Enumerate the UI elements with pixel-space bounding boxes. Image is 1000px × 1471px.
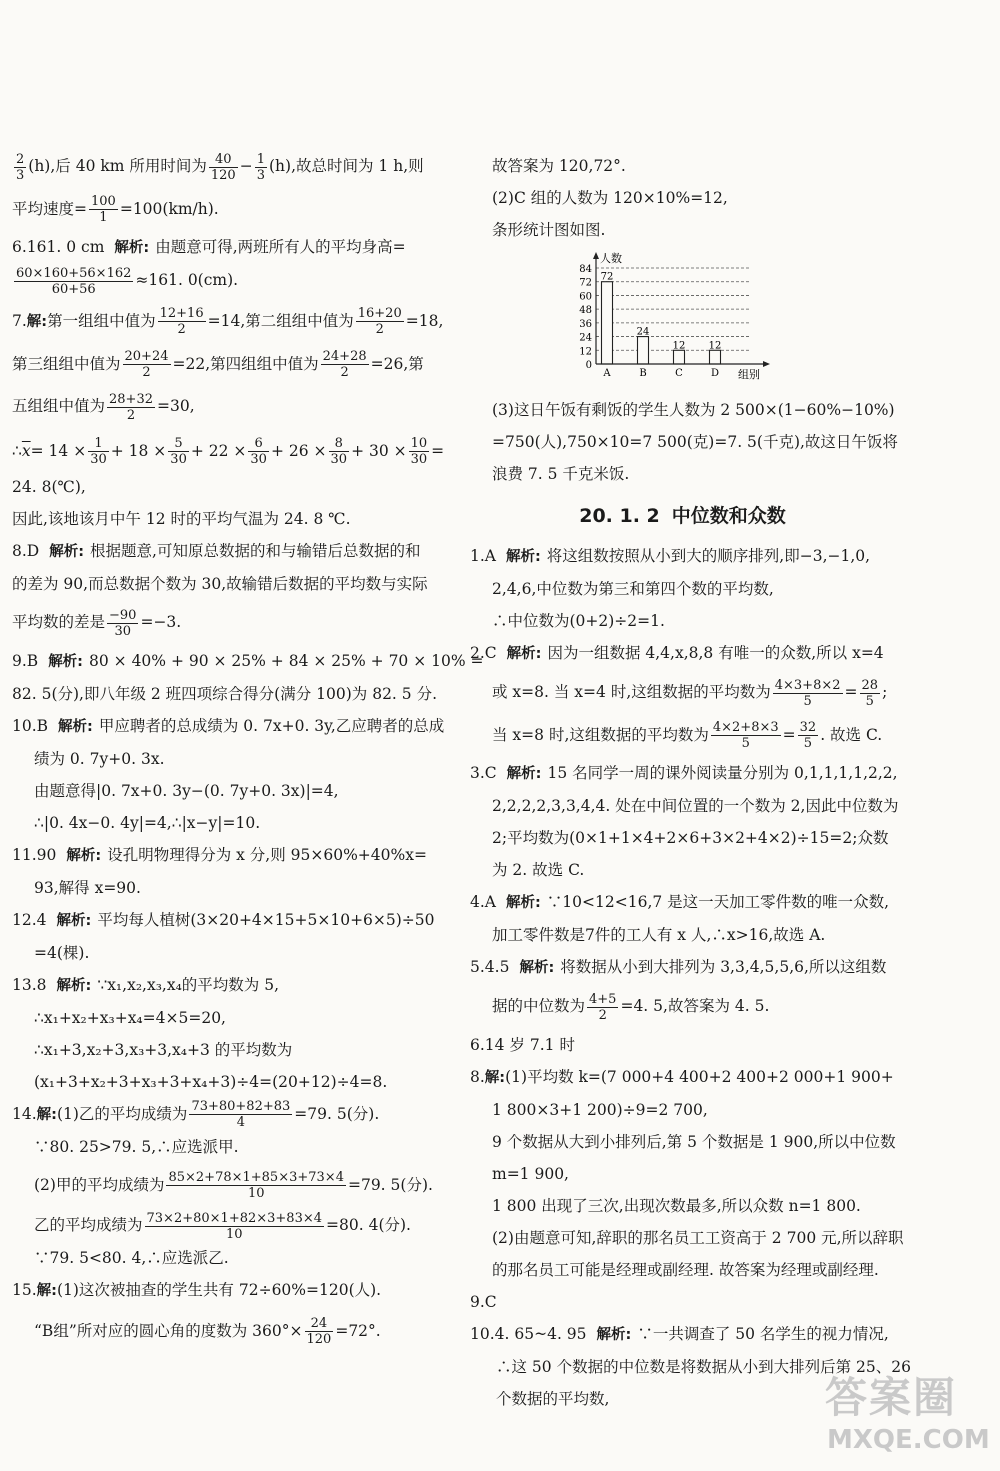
- fraction: [166, 1170, 346, 1201]
- y-tick-label: 24: [579, 332, 592, 344]
- text: 乙的平均成绩为: [34, 1216, 143, 1234]
- line: [12, 606, 442, 639]
- fraction: [773, 678, 843, 709]
- denominator: 3: [256, 167, 265, 183]
- keyword: 解析:: [596, 1326, 632, 1343]
- text: 因为一组数据 4,4,x,8,8 有唯一的众数,所以 x=4: [547, 644, 884, 662]
- keyword: 解析:: [66, 847, 102, 864]
- answer-r4: [470, 886, 895, 951]
- text: 平均每人植树(3×20+4×15+5×10+6×5)÷50: [97, 910, 435, 929]
- line: [12, 1315, 442, 1348]
- line: ∵79. 5<80. 4,∴应选派乙.: [34, 1248, 229, 1267]
- line: [470, 1318, 895, 1351]
- bar-value-label: 72: [600, 271, 614, 283]
- keyword: 解析:: [506, 646, 542, 662]
- text: =14,第二组组中值为: [207, 311, 354, 330]
- text: 将数据从小到大排列为 3,3,4,5,5,6,所以这组数: [560, 958, 887, 976]
- bar-chart: [560, 248, 775, 383]
- bar: [710, 350, 721, 364]
- line: =4(棵).: [34, 943, 90, 962]
- line: [470, 1061, 895, 1094]
- denominator: 10: [225, 1226, 243, 1242]
- denominator: 30: [114, 623, 131, 639]
- numerator: −90: [109, 607, 137, 623]
- y-tick-label: 72: [579, 277, 592, 289]
- line: 因此,该地该月中午 12 时的平均气温为 24. 8 ℃.: [12, 510, 351, 528]
- question-number: 4.A: [470, 893, 496, 911]
- text: =26,第: [370, 354, 424, 373]
- category-label: D: [710, 368, 720, 379]
- category-label: B: [639, 368, 647, 379]
- line: 2,2,2,2,3,3,4,4. 处在中间位置的一个数为 2,因此中位数为: [492, 797, 899, 815]
- text: ;: [882, 683, 888, 701]
- text: ∴: [12, 441, 22, 460]
- line: 2,4,6,中位数为第三和第四个数的平均数,: [492, 580, 774, 598]
- numerator: 5: [168, 436, 189, 452]
- denominator: 2: [598, 1007, 607, 1023]
- category-label: C: [675, 368, 683, 379]
- answer-r5: [470, 951, 895, 1023]
- line: [470, 951, 895, 984]
- line: 加工零件数是7件的工人有 x 人,∴x>16,故选 A.: [492, 926, 826, 944]
- text: 根据题意,可知原总数据的和与输错后总数据的和: [90, 542, 421, 560]
- bar: [674, 350, 685, 364]
- numerator: 20+24: [124, 349, 169, 364]
- text: =72°.: [335, 1321, 381, 1340]
- bar: [638, 337, 649, 364]
- line: ∴x₁+3,x₂+3,x₃+3,x₄+3 的平均数为: [34, 1040, 293, 1059]
- y-tick-label: 12: [579, 346, 592, 358]
- numerator: 6: [248, 436, 269, 452]
- line: [12, 348, 442, 381]
- numerator: 4×3+8×2: [774, 677, 841, 693]
- line: [12, 969, 442, 1002]
- numerator: 85×2+78×1+85×3+73×4: [168, 1170, 344, 1185]
- line: (2)由题意可知,辞职的那名员工工资高于 2 700 元,所以辞职: [492, 1228, 904, 1247]
- fraction: [587, 992, 618, 1023]
- text: 甲应聘者的总成绩为 0. 7x+0. 3y,乙应聘者的总成: [98, 716, 445, 735]
- y-axis-label: 人数: [600, 252, 622, 265]
- text: =22,第四组组中值为: [172, 354, 319, 373]
- text: + 18 ×: [110, 441, 167, 460]
- text: 将这组数按照从小到大的顺序排列,即−3,−1,0,: [546, 547, 871, 565]
- text: (h),后 40 km 所用时间为: [28, 157, 207, 175]
- keyword: 解析:: [56, 912, 92, 929]
- numerator: 40: [209, 152, 238, 168]
- text: + 30 ×: [351, 441, 407, 460]
- answer-r3: [470, 757, 899, 886]
- keyword: 解:: [36, 1282, 57, 1299]
- text: 80 × 40% + 90 × 25% + 84 × 25% + 70 × 10% =: [89, 651, 484, 670]
- denominator: 60+56: [51, 281, 96, 297]
- line: [12, 710, 445, 743]
- line: [12, 435, 445, 468]
- fraction: [305, 1316, 334, 1347]
- keyword: 解:: [36, 1106, 57, 1123]
- answer-15: [12, 1274, 442, 1348]
- watermark-url: MXQE.COM: [827, 1425, 990, 1455]
- numerator: 28+32: [109, 391, 153, 407]
- fraction: [89, 194, 118, 225]
- line: [12, 904, 442, 937]
- bar-value-label: 24: [636, 326, 650, 338]
- numerator: 73×2+80×1+82×3+83×4: [146, 1210, 323, 1226]
- text: (1)平均数 k=(7 000+4 400+2 400+2 000+1 900+: [505, 1067, 894, 1086]
- keyword: 解析:: [114, 240, 150, 256]
- denominator: 30: [410, 452, 428, 467]
- line: ∴|0. 4x−0. 4y|=4,∴|x−y|=10.: [34, 813, 261, 832]
- denominator: 10: [247, 1186, 265, 1201]
- text: + 26 ×: [270, 441, 327, 460]
- question-number: 3.C: [470, 764, 497, 782]
- line: 故答案为 120,72°.: [492, 157, 626, 175]
- text: 15 名同学一周的课外阅读量分别为 0,1,1,1,1,2,2,: [547, 764, 898, 782]
- category-label: A: [603, 368, 611, 379]
- y-tick-label: 60: [579, 291, 592, 303]
- text: 第一组组中值为: [47, 311, 156, 330]
- text: (2)甲的平均成绩为: [34, 1175, 165, 1194]
- line: 为 2. 故选 C.: [492, 861, 585, 879]
- chart-grid: [596, 268, 750, 350]
- line: [12, 535, 442, 568]
- numerator: 100: [91, 194, 116, 209]
- line: [12, 1169, 442, 1202]
- line: 93,解得 x=90.: [34, 878, 141, 897]
- fraction: [711, 720, 781, 751]
- numerator: 2: [16, 151, 25, 167]
- text: 平均速度=: [12, 199, 87, 218]
- watermark-logo-text: 答案圈: [825, 1373, 958, 1422]
- text: =: [844, 683, 858, 701]
- line: 绩为 0. 7y+0. 3x.: [34, 749, 165, 768]
- denominator: 5: [865, 693, 874, 709]
- fraction: [356, 306, 404, 337]
- line: 9.C: [470, 1292, 497, 1311]
- answer-r2: [470, 637, 895, 751]
- keyword: 解:: [484, 1069, 506, 1086]
- answer-14: [12, 1098, 442, 1274]
- text: 第三组组中值为: [12, 354, 121, 373]
- numerator: 16+20: [357, 306, 402, 321]
- fraction: [14, 152, 26, 183]
- line: 浪费 7. 5 千克米饭.: [492, 465, 630, 483]
- text: (h),故总时间为 1 h,则: [269, 157, 424, 175]
- text: = 14 ×: [30, 441, 87, 460]
- keyword: 解析:: [48, 653, 83, 670]
- text: =79. 5(分).: [347, 1175, 433, 1194]
- text: . 故选 C.: [820, 725, 883, 744]
- text: =80. 4(分).: [326, 1216, 411, 1234]
- keyword: 解析:: [505, 895, 541, 911]
- section-heading: [470, 496, 895, 536]
- watermark: [815, 1365, 995, 1465]
- line: [470, 719, 895, 752]
- line: ∵80. 25>79. 5,∴应选派甲.: [34, 1137, 239, 1156]
- fraction: [189, 1099, 292, 1130]
- numerator: 10: [410, 436, 428, 451]
- denominator: 30: [90, 452, 107, 467]
- numerator: 24+28: [322, 349, 367, 364]
- denominator: 30: [170, 452, 187, 467]
- line: [470, 990, 895, 1023]
- line: (3)这日午饭有剩饭的学生人数为 2 500×(1−60%−10%): [492, 401, 895, 419]
- line: [12, 390, 442, 423]
- answer-6: [12, 231, 442, 297]
- answer-r1: [470, 540, 895, 637]
- text: =: [431, 441, 445, 460]
- text: =79. 5(分).: [294, 1104, 380, 1123]
- numerator: 1: [256, 151, 265, 167]
- y-tick-label: 36: [579, 318, 592, 330]
- text: =30,: [157, 397, 195, 415]
- denominator: 2: [375, 322, 384, 337]
- answer-10: [12, 710, 445, 839]
- fraction: [107, 392, 155, 423]
- text: (1)乙的平均成绩为: [56, 1104, 188, 1123]
- fraction: [14, 266, 133, 297]
- text: (1)这次被抽查的学生共有 72÷60%=120(人).: [56, 1280, 382, 1299]
- line: [470, 886, 895, 919]
- line: 个数据的平均数,: [496, 1389, 610, 1408]
- text: 设孔明物理得分为 x 分,则 95×60%+40%x=: [107, 845, 427, 864]
- line: [12, 1209, 442, 1242]
- keyword: 解:: [26, 313, 48, 330]
- x-axis-label: 组别: [738, 368, 760, 381]
- text: + 22 ×: [190, 441, 247, 460]
- chart-labels: [579, 264, 721, 379]
- text: 或 x=8. 当 x=4 时,这组数据的平均数为: [492, 683, 771, 701]
- line: 的那名员工可能是经理或副经理. 故答案为经理或副经理.: [492, 1260, 879, 1279]
- line: =750(人),750×10=7 500(克)=7. 5(千克),故这日午饭将: [492, 433, 898, 451]
- answer-9: [12, 645, 484, 710]
- bar: [602, 282, 613, 364]
- denominator: 2: [177, 322, 186, 337]
- y-axis-arrow: [593, 252, 599, 259]
- denominator: 1: [99, 210, 108, 225]
- line: 2;平均数为(0×1+1×4+2×6+3×2+4×2)÷15=2;众数: [492, 829, 889, 847]
- text: =18,: [405, 311, 444, 330]
- question-number: 8.: [470, 1067, 485, 1086]
- numerator: 73+80+82+83: [191, 1099, 291, 1114]
- line: m=1 900,: [492, 1164, 569, 1183]
- section-title: 中位数和众数: [671, 505, 786, 527]
- line: 24. 8(℃),: [12, 478, 86, 496]
- line: [470, 540, 895, 573]
- numerator: 60×160+56×162: [16, 265, 132, 281]
- fraction: [860, 678, 881, 709]
- line: [12, 839, 442, 872]
- question-number: 1.A: [470, 547, 496, 565]
- line: [12, 305, 442, 338]
- question-number: 15.: [12, 1280, 37, 1299]
- denominator: 2: [340, 365, 349, 380]
- question-number: 12.4: [12, 910, 47, 929]
- y-tick-label: 48: [579, 305, 592, 317]
- line: 条形统计图如图.: [492, 221, 606, 239]
- line: (x₁+3+x₂+3+x₃+3+x₄+3)÷4=(20+12)÷4=8.: [34, 1072, 388, 1091]
- numerator: 12+16: [159, 306, 204, 321]
- text: “B组”所对应的圆心角的度数为 360°×: [34, 1321, 303, 1340]
- denominator: 120: [210, 167, 236, 183]
- x-axis-arrow: [763, 361, 770, 367]
- fraction: [329, 436, 350, 467]
- line: 的差为 90,而总数据个数为 30,故输错后数据的平均数与实际: [12, 575, 428, 593]
- line: 1 800 出现了三次,出现次数最多,所以众数 n=1 800.: [492, 1196, 861, 1215]
- line: [12, 193, 442, 226]
- fraction: [321, 349, 369, 380]
- line: 6.14 岁 7.1 时: [470, 1035, 575, 1054]
- line: [12, 264, 442, 297]
- numerator: 4+5: [589, 991, 617, 1007]
- question-number: 2.C: [470, 644, 497, 662]
- question-number: 11.90: [12, 845, 57, 864]
- fraction: [248, 436, 269, 467]
- question-number: 8.D: [12, 542, 40, 560]
- keyword: 解析:: [49, 544, 85, 560]
- fraction: [158, 306, 206, 337]
- denominator: 2: [142, 365, 151, 380]
- keyword: 解析:: [505, 549, 541, 565]
- line: ∴x₁+x₂+x₃+x₄=4×5=20,: [34, 1008, 226, 1027]
- question-number: 7.: [12, 311, 27, 330]
- text: =100(km/h).: [119, 199, 219, 218]
- line: ∴中位数为(0+2)÷2=1.: [492, 612, 665, 630]
- keyword: 解析:: [506, 766, 542, 782]
- bar-value-label: 12: [672, 340, 686, 352]
- fraction: [798, 720, 819, 751]
- numerator: 24: [305, 1316, 334, 1332]
- answer-r8: [470, 1061, 904, 1286]
- text: =4. 5,故答案为 4. 5.: [620, 997, 770, 1015]
- line: 82. 5(分),即八年级 2 班四项综合得分(满分 100)为 82. 5 分.: [12, 684, 438, 703]
- question-number: 9.B: [12, 651, 39, 670]
- mean-symbol: $\overline{x}$: [21, 441, 31, 460]
- answer-8: [12, 535, 442, 639]
- answer-11: [12, 839, 442, 904]
- fraction: [145, 1211, 325, 1242]
- line: [470, 637, 895, 670]
- denominator: 5: [803, 693, 812, 709]
- question-number: 6.161. 0 cm: [12, 238, 105, 256]
- numerator: 28: [861, 677, 879, 693]
- numerator: 8: [329, 436, 350, 452]
- line: [12, 1274, 442, 1307]
- line: 由题意得|0. 7x+0. 3y−(0. 7y+0. 3x)|=4,: [34, 781, 339, 800]
- line: ∴这 50 个数据的中位数是将数据从小到大排列后第 25、26: [496, 1357, 911, 1376]
- denominator: 3: [16, 167, 25, 183]
- question-number: 10.4. 65~4. 95: [470, 1324, 587, 1343]
- answer-13: [12, 969, 442, 1098]
- keyword: 解析:: [56, 977, 92, 994]
- fraction: [123, 349, 171, 380]
- fraction: [409, 436, 430, 467]
- y-tick-label: 0: [585, 360, 592, 371]
- numerator: 4×2+8×3: [712, 720, 779, 735]
- line: [12, 231, 442, 264]
- question-number: 10.B: [12, 716, 49, 735]
- denominator: 4: [236, 1115, 245, 1130]
- denominator: 30: [250, 452, 267, 467]
- keyword: 解析:: [519, 960, 555, 976]
- text: =−3.: [140, 613, 182, 631]
- section-number: 20. 1. 2: [579, 505, 660, 527]
- fraction: [88, 436, 109, 467]
- y-tick-label: 84: [579, 264, 592, 275]
- line: 1 800×3+1 200)÷9=2 700,: [492, 1100, 708, 1119]
- bar-value-label: 12: [708, 340, 722, 352]
- line: [12, 150, 442, 183]
- denominator: 5: [803, 736, 813, 751]
- question-number: 14.: [12, 1104, 37, 1123]
- keyword: 解析:: [58, 718, 93, 735]
- fraction: [209, 152, 238, 183]
- text: ≈161. 0(cm).: [135, 271, 239, 289]
- text: =: [782, 725, 796, 744]
- line: [470, 757, 898, 790]
- text: ∵一共调查了 50 名学生的视力情况,: [637, 1324, 889, 1343]
- line: 9 个数据从大到小排列后,第 5 个数据是 1 900,所以中位数: [492, 1132, 896, 1151]
- denominator: 30: [330, 452, 348, 467]
- text: 据的中位数为: [492, 997, 586, 1015]
- text: ∵x₁,x₂,x₃,x₄的平均数为 5,: [97, 975, 280, 994]
- denominator: 2: [126, 407, 136, 423]
- denominator: 120: [306, 1332, 332, 1347]
- text: ∵10<12<16,7 是这一天加工零件数的唯一众数,: [546, 893, 890, 911]
- line: [470, 676, 895, 709]
- text: 当 x=8 时,这组数据的平均数为: [492, 725, 709, 744]
- numerator: 1: [88, 436, 109, 452]
- question-number: 5.4.5: [470, 958, 510, 976]
- answer-7: [12, 305, 445, 536]
- text: 五组组中值为: [12, 397, 106, 415]
- fraction: [255, 152, 267, 183]
- line: (2)C 组的人数为 120×10%=12,: [492, 189, 728, 207]
- text: 平均数的差是: [12, 613, 106, 631]
- fraction: [168, 436, 189, 467]
- line: [12, 645, 484, 678]
- text: −: [239, 157, 253, 175]
- answer-12: [12, 904, 442, 969]
- numerator: 32: [799, 720, 817, 735]
- fraction: [107, 608, 138, 639]
- denominator: 5: [741, 736, 750, 751]
- question-number: 13.8: [12, 975, 47, 994]
- text: 由题意可得,两班所有人的平均身高=: [155, 238, 406, 256]
- line: [12, 1098, 442, 1131]
